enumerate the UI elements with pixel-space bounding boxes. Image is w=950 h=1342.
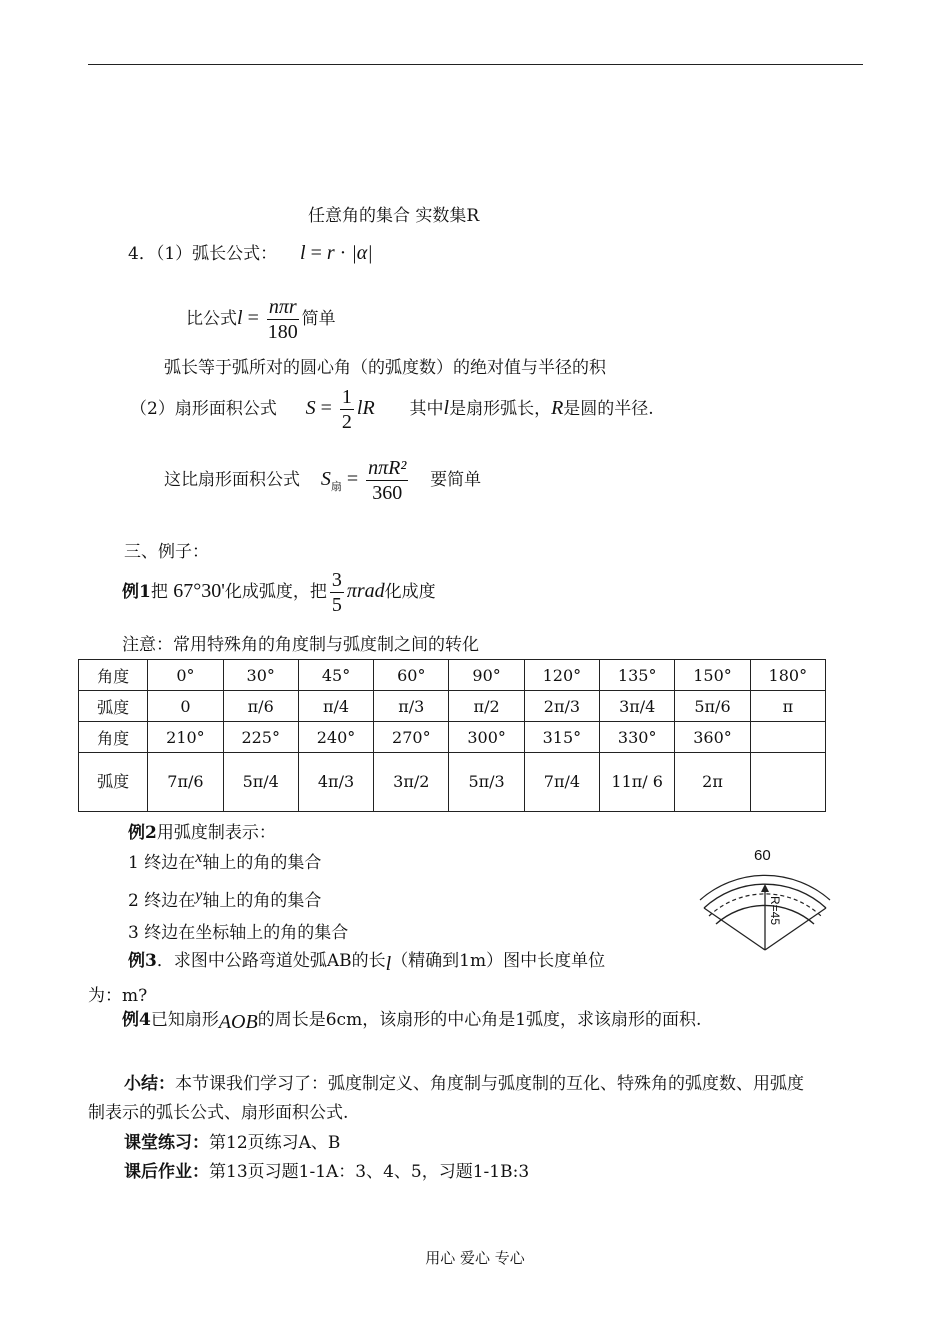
sector-compare-fraction: $\frac{\text{nπR²}}{360}$ bbox=[368, 456, 407, 504]
angle-conversion-table bbox=[78, 659, 826, 812]
section3-title: 三、例子： bbox=[124, 542, 209, 562]
table-row: 弧度 7π/6 5π/4 4π/3 3π/2 5π/3 7π/4 11π/ 6 2π bbox=[79, 753, 826, 812]
example3-line2: 为：m? bbox=[88, 986, 148, 1006]
example4: 例4已知扇形AOB的周长是6cm，该扇形的中心角是1弧度，求该扇形的面积. bbox=[122, 1010, 702, 1033]
note: 注意：常用特殊角的角度制与弧度制之间的转化 bbox=[122, 635, 479, 655]
example2-item2: 2 终边在y轴上的角的集合 bbox=[128, 887, 322, 911]
example1-fraction: $\frac{3}{5}$ bbox=[331, 568, 342, 616]
homework: 课后作业：第13页习题1-1A：3、4、5，习题1-1B:3 bbox=[124, 1162, 530, 1182]
sector-fraction: $\frac{1}{2}$ bbox=[341, 385, 352, 433]
page-footer: 用心 爱心 专心 bbox=[425, 1249, 525, 1267]
table-row: 角度 210° 225° 240° 270° 300° 315° 330° 360° bbox=[79, 722, 826, 753]
road-curve-figure bbox=[694, 842, 836, 954]
summary-line1: 小结：本节课我们学习了：弧度制定义、角度制与弧度制的互化、特殊角的弧度数、用弧度 bbox=[124, 1074, 804, 1094]
compare-fraction: $\frac{\text{nπr}}{180}$ bbox=[267, 295, 298, 343]
example2-item3: 3 终边在坐标轴上的角的集合 bbox=[128, 923, 349, 943]
item4-label: 4．（1）弧长公式： bbox=[128, 244, 278, 264]
example1: 例1把 67°30'化成弧度，把 $\frac{3}{5}$ πrad化成度 bbox=[122, 568, 436, 616]
example2-item1: 1 终边在x轴上的角的集合 bbox=[128, 849, 322, 873]
compare-line: 比公式l = $\frac{\text{nπr}}{180}$ 简单 bbox=[186, 295, 336, 343]
header-rule bbox=[88, 64, 863, 65]
arc-length-formula: l = r · |α| bbox=[300, 242, 373, 264]
figure-angle-label: 60 bbox=[754, 847, 771, 864]
example2-header: 例2用弧度制表示： bbox=[128, 823, 276, 843]
table-row: 弧度 0 π/6 π/4 π/3 π/2 2π/3 3π/4 5π/6 π bbox=[79, 691, 826, 722]
header-line: 任意角的集合 实数集R bbox=[308, 206, 480, 226]
practice: 课堂练习：第12页练习A、B bbox=[124, 1133, 341, 1153]
summary-line2: 制表示的弧长公式、扇形面积公式. bbox=[88, 1103, 349, 1123]
figure-radius-label: R=45 bbox=[768, 896, 782, 926]
sector-area-line: （2）扇形面积公式 S = $\frac{1}{2}$ lR 其中l是扇形弧长，R是圆的半径. bbox=[130, 385, 654, 433]
table-row: 角度 0° 30° 45° 60° 90° 120° 135° 150° 180° bbox=[79, 660, 826, 691]
sector-compare-line: 这比扇形面积公式 $S_扇$ = $\frac{\text{nπR²}}{360}$ 要简单 bbox=[164, 456, 482, 504]
example3-line1: 例3．求图中公路弯道处弧AB的长l（精确到1m）图中长度单位 bbox=[128, 951, 606, 975]
arc-statement: 弧长等于弧所对的圆心角（的弧度数）的绝对值与半径的积 bbox=[164, 358, 606, 378]
